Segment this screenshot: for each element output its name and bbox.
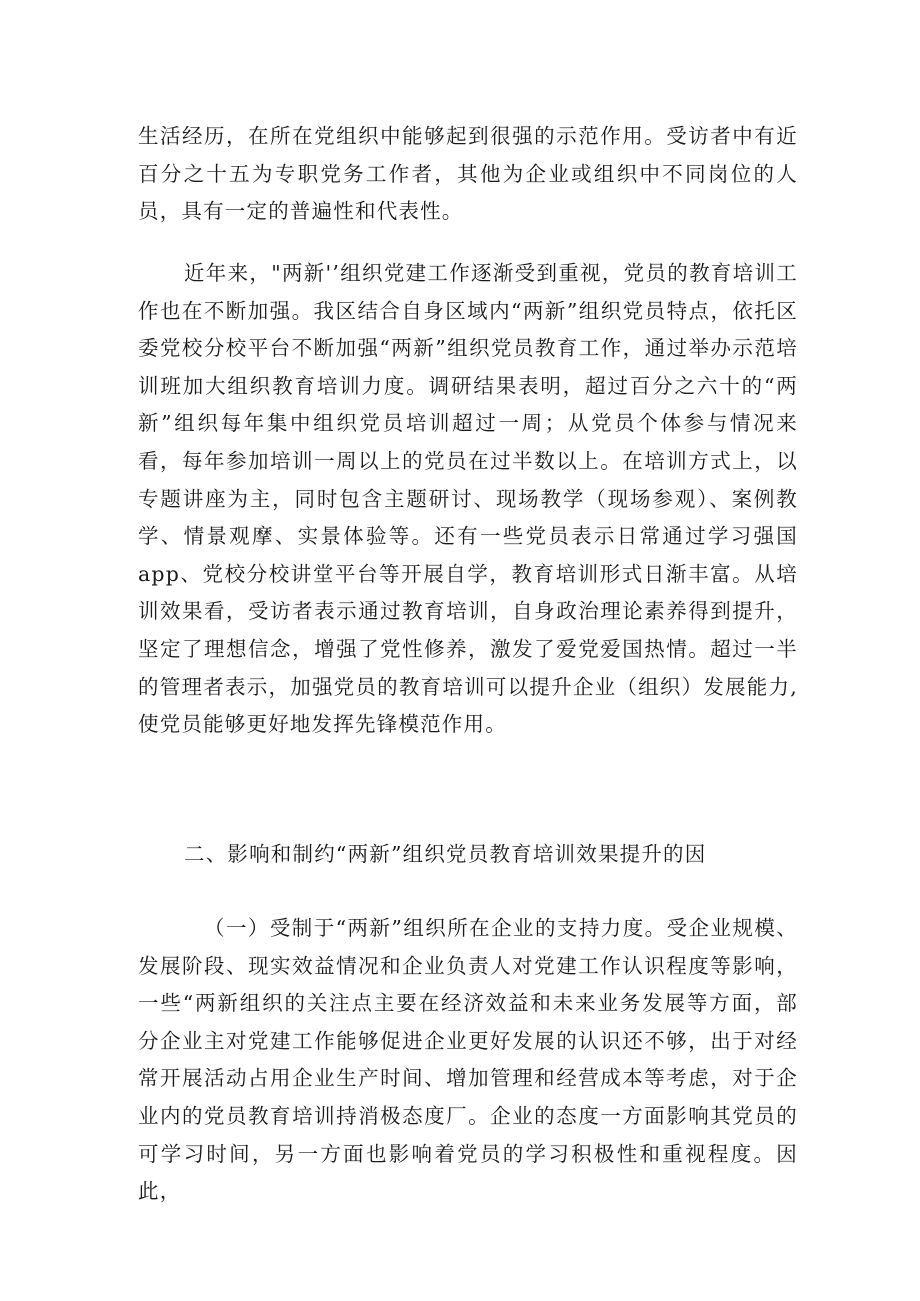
subsection-paragraph: （一）受制于“两新”组织所在企业的支持力度。受企业规模、发展阶段、现实效益情况和企业负责人对党建工作认识程度等影响，一些“两新组织的关注点主要在经济效益和未来业务发展等方面，部分企业主对党建工作能够促进企业更好发展的认识还不够，出于对经常开展活动占用企业生产时间、增加管理和经营成本等考虑，对于企业内的党员教育培训持消极态度厂。企业的态度一方面影响其党员的可学习时间，另一方面也影响着党员的学习积极性和重视程度。因此， bbox=[138, 916, 798, 1204]
paragraph-training-overview: 近年来，"两新'’组织党建工作逐渐受到重视，党员的教育培训工作也在不断加强。我区结合自身区域内“两新”组织党员特点，依托区委党校分校平台不断加强“两新”组织党员教育工作，通过举办示范培训班加大组织教育培训力度。调研结果表明，超过百分之六十的“两新”组织每年集中组织党员培训超过一周；从党员个体参与情况来看，每年参加培训一周以上的党员在过半数以上。在培训方式上，以专题讲座为主，同时包含主题研讨、现场教学（现场参观）、案例教学、情景观摩、实景体验等。还有一些党员表示日常通过学习强国app、党校分校讲堂平台等开展自学，教育培训形式日渐丰富。从培训效果看，受访者表示通过教育培训，自身政治理论素养得到提升，坚定了理想信念，增强了党性修养，激发了爱党爱国热情。超过一半的管理者表示，加强党员的教育培训可以提升企业（组织）发展能力,使党员能够更好地发挥先锋模范作用。 bbox=[138, 261, 798, 737]
paragraph-continuation: 生活经历，在所在党组织中能够起到很强的示范作用。受访者中有近百分之十五为专职党务工作者，其他为企业或组织中不同岗位的人员，具有一定的普遍性和代表性。 bbox=[138, 124, 798, 224]
section-heading: 二、影响和制约“两新”组织党员教育培训效果提升的因 bbox=[184, 842, 707, 866]
